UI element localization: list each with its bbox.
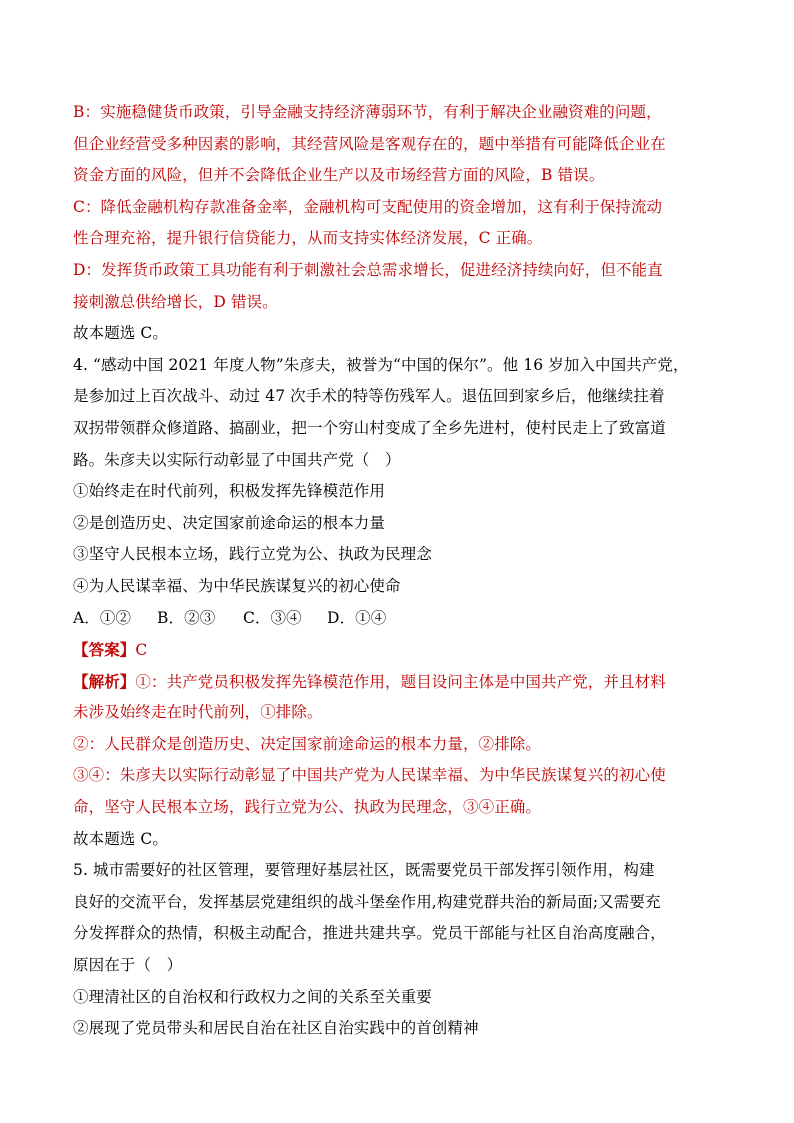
q4-analysis-line-2: 未涉及始终走在时代前列，①排除。 <box>73 703 323 722</box>
q4-statement-3: ③坚守人民根本立场，践行立党为公、执政为民理念 <box>73 545 432 564</box>
q3-conclusion: 故本题选 C。 <box>73 324 168 343</box>
q4-analysis-line-5: 命，坚守人民根本立场，践行立党为公、执政为民理念，③④正确。 <box>73 798 542 817</box>
q4-answer-value: C <box>135 641 148 660</box>
q4-stem-line-2: 是参加过上百次战斗、动过 47 次手术的特等伤残军人。退伍回到家乡后，他继续拄着 <box>73 387 665 406</box>
q4-option-c: C．③④ <box>243 608 302 627</box>
q4-stem-line-4: 路。朱彦夫以实际行动彰显了中国共产党（ ） <box>73 450 401 469</box>
q4-option-a: A．①② <box>73 608 132 627</box>
q4-answer-label: 【答案】 <box>73 640 136 660</box>
q4-answer <box>73 634 723 666</box>
q4-statement-1: ①始终走在时代前列，积极发挥先锋模范作用 <box>73 482 386 501</box>
q5-stem-line-1: 5. 城市需要好的社区管理，要管理好基层社区，既需要党员干部发挥引领作用，构建 <box>73 861 655 880</box>
q4-analysis-label: 【解析】 <box>73 671 136 691</box>
q4-stem-line-3: 双拐带领群众修道路、搞副业，把一个穷山村变成了全乡先进村，使村民走上了致富道 <box>73 418 666 437</box>
q4-statement-2: ②是创造历史、决定国家前途命运的根本力量 <box>73 513 386 532</box>
q3-option-b-line-1: B：实施稳健货币政策，引导金融支持经济薄弱环节，有利于解决企业融资难的问题， <box>73 103 662 121</box>
q4-conclusion: 故本题选 C。 <box>73 829 168 848</box>
q3-option-c-line-1: C：降低金融机构存款准备金率，金融机构可支配使用的资金增加，这有利于保持流动 <box>73 197 663 216</box>
q5-statement-1: ①理清社区的自治权和行政权力之间的关系至关重要 <box>73 987 432 1006</box>
q5-stem-line-2: 良好的交流平台，发挥基层党建组织的战斗堡垒作用,构建党群共治的新局面;又需要充 <box>73 892 661 911</box>
q5-stem-line-4: 原因在于（ ） <box>73 956 183 975</box>
q4-statement-4: ④为人民谋幸福、为中华民族谋复兴的初心使命 <box>73 576 401 595</box>
q3-option-b-line-2: 但企业经营受多种因素的影响，其经营风险是客观存在的，题中举措有可能降低企业在 <box>73 134 666 153</box>
q3-option-d-line-1: D：发挥货币政策工具功能有利于刺激社会总需求增长，促进经济持续向好，但不能直 <box>73 260 663 279</box>
q4-stem-line-1: 4. “感动中国 2021 年度人物”朱彦夫，被誉为“中国的保尔”。他 16 岁加入中国共产党， <box>73 355 689 374</box>
q4-option-b: B．②③ <box>157 608 216 627</box>
q4-analysis-line-3: ②：人民群众是创造历史、决定国家前途命运的根本力量，②排除。 <box>73 734 542 753</box>
q4-option-d: D．①④ <box>327 608 387 627</box>
q4-analysis-text-1: ①：共产党员积极发挥先锋模范作用，题目设问主体是中国共产党，并且材料 <box>135 672 666 691</box>
q3-option-b-line-3: 资金方面的风险，但并不会降低企业生产以及市场经营方面的风险，B 错误。 <box>73 166 605 185</box>
q3-option-d-line-2: 接刺激总供给增长，D 错误。 <box>73 292 278 311</box>
q5-statement-2: ②展现了党员带头和居民自治在社区自治实践中的首创精神 <box>73 1019 479 1038</box>
q4-analysis-line-4: ③④：朱彦夫以实际行动彰显了中国共产党为人民谋幸福、为中华民族谋复兴的初心使 <box>73 766 666 785</box>
q5-stem-line-3: 分发挥群众的热情，积极主动配合，推进共建共享。党员干部能与社区自治高度融合， <box>73 924 666 943</box>
q4-analysis-line-1 <box>73 666 723 698</box>
q3-option-c-line-2: 性合理充裕，提升银行信贷能力，从而支持实体经济发展，C 正确。 <box>73 229 543 248</box>
page-content <box>73 97 723 1045</box>
q4-options <box>73 603 723 635</box>
